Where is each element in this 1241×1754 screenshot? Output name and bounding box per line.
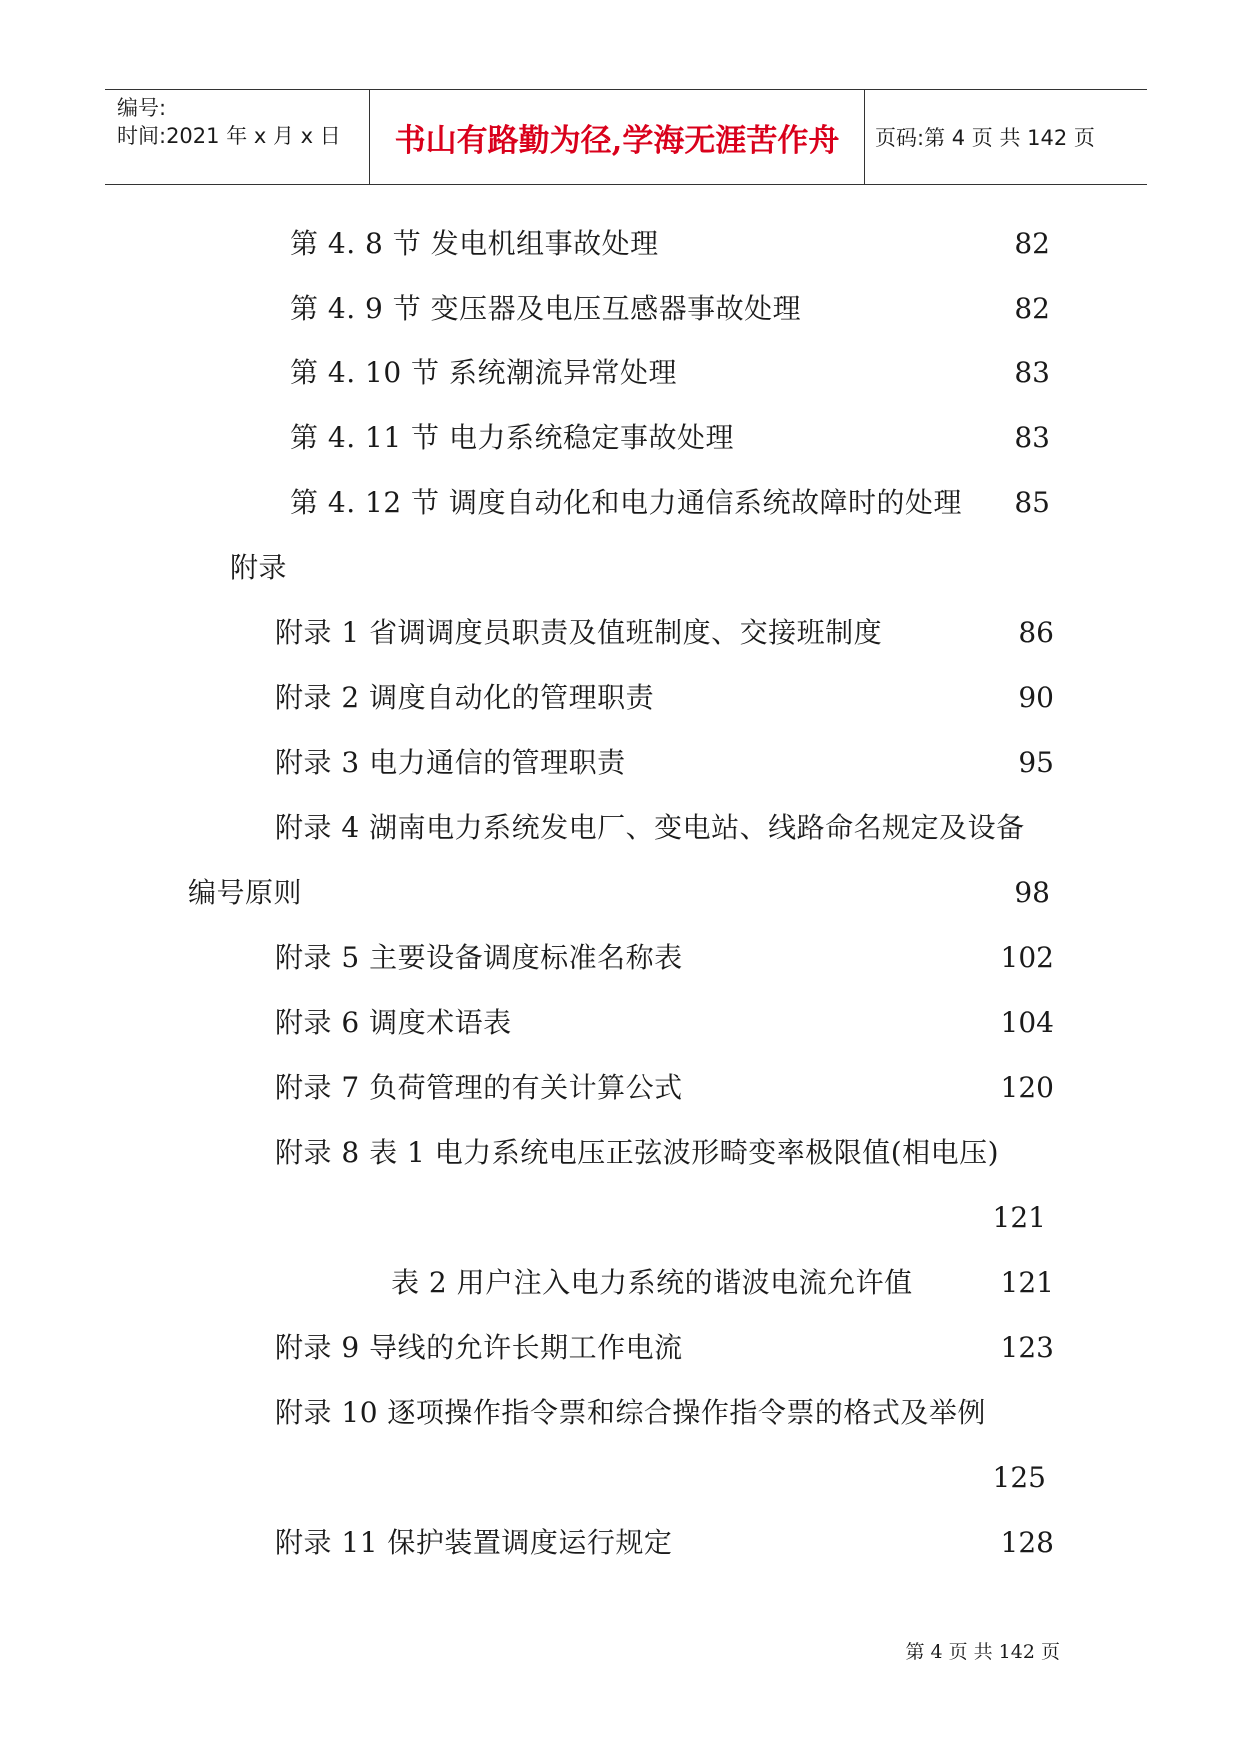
toc-entry-title: 第 4. 8 节 发电机组事故处理 (290, 227, 659, 260)
toc-entry[interactable] (391, 1263, 1054, 1303)
toc-entry-title: 附录 10 逐项操作指令票和综合操作指令票的格式及举例 (275, 1396, 986, 1429)
toc-entry[interactable] (275, 1068, 1055, 1108)
toc-entry-page: 123 (1000, 1331, 1054, 1364)
toc-entry[interactable] (290, 353, 1050, 393)
header-page-info: 页码:第 4 页 共 142 页 (875, 126, 1095, 150)
toc-entry-title: 附录 11 保护装置调度运行规定 (275, 1526, 673, 1559)
toc-entry[interactable] (275, 1003, 1055, 1043)
toc-entry-page: 82 (1014, 292, 1050, 325)
toc-entry-page: 86 (1018, 616, 1054, 649)
toc-entry-title: 第 4. 10 节 系统潮流异常处理 (290, 356, 677, 389)
toc-entry[interactable] (275, 1393, 1055, 1433)
toc-entry[interactable] (275, 808, 1055, 848)
toc-entry-title: 附录 2 调度自动化的管理职责 (275, 681, 655, 714)
toc-entry[interactable] (290, 289, 1050, 329)
toc-entry-title: 附录 3 电力通信的管理职责 (275, 746, 626, 779)
toc-entry-title: 附录 9 导线的允许长期工作电流 (275, 1331, 683, 1364)
toc-entry-title: 第 4. 12 节 调度自动化和电力通信系统故障时的处理 (290, 486, 962, 519)
toc-entry-page: 82 (1014, 227, 1050, 260)
toc-entry-title: 附录 7 负荷管理的有关计算公式 (275, 1071, 683, 1104)
toc-entry-page: 104 (1000, 1006, 1054, 1039)
document-number-label: 编号: (117, 96, 167, 120)
toc-entry-title: 附录 8 表 1 电力系统电压正弦波形畸变率极限值(相电压) (275, 1136, 1000, 1169)
toc-entry-title: 附录 6 调度术语表 (275, 1006, 512, 1039)
toc-entry-page: 83 (1014, 421, 1050, 454)
page-header (105, 89, 1147, 185)
toc-entry-page: 120 (1000, 1071, 1054, 1104)
toc-entry[interactable] (275, 1523, 1055, 1563)
toc-entry[interactable] (290, 483, 1050, 523)
toc-entry[interactable] (275, 678, 1055, 718)
toc-entry-page: 125 (992, 1461, 1046, 1494)
toc-entry-title: 附录 5 主要设备调度标准名称表 (275, 941, 683, 974)
toc-entry-page: 83 (1014, 356, 1050, 389)
toc-entry-page: 90 (1018, 681, 1054, 714)
toc-entry-title: 第 4. 9 节 变压器及电压互感器事故处理 (290, 292, 802, 325)
toc-section-heading (230, 548, 630, 588)
toc-entry[interactable] (290, 224, 1050, 264)
toc-entry[interactable] (275, 743, 1055, 783)
document-time: 时间:2021 年 x 月 x 日 (117, 124, 341, 148)
page-footer: 第 4 页 共 142 页 (905, 1641, 1060, 1663)
toc-entry-continuation[interactable] (275, 1458, 1055, 1498)
toc-entry[interactable] (275, 938, 1055, 978)
toc-entry-page: 98 (1014, 876, 1050, 909)
toc-entry-page: 128 (1000, 1526, 1054, 1559)
toc-entry[interactable] (290, 418, 1050, 458)
toc-entry-page: 121 (992, 1201, 1046, 1234)
toc-entry-page: 95 (1018, 746, 1054, 779)
toc-entry[interactable] (275, 613, 1055, 653)
toc-entry-page: 85 (1014, 486, 1050, 519)
toc-entry-page: 121 (1000, 1266, 1054, 1299)
toc-entry-title: 附录 4 湖南电力系统发电厂、变电站、线路命名规定及设备 (275, 811, 1025, 844)
header-motto: 书山有路勤为径,学海无涯苦作舟 (369, 90, 865, 184)
toc-entry-title: 表 2 用户注入电力系统的谐波电流允许值 (391, 1266, 913, 1299)
toc-entry-title: 第 4. 11 节 电力系统稳定事故处理 (290, 421, 734, 454)
toc-entry-continuation[interactable] (188, 873, 1048, 913)
toc-entry-title: 编号原则 (188, 876, 303, 909)
header-meta (117, 94, 341, 150)
toc-entry[interactable] (275, 1328, 1055, 1368)
toc-entry-continuation[interactable] (275, 1198, 1055, 1238)
toc-entry[interactable] (275, 1133, 1055, 1173)
toc-section-title: 附录 (230, 551, 288, 584)
toc-entry-page: 102 (1000, 941, 1054, 974)
toc-entry-title: 附录 1 省调调度员职责及值班制度、交接班制度 (275, 616, 883, 649)
